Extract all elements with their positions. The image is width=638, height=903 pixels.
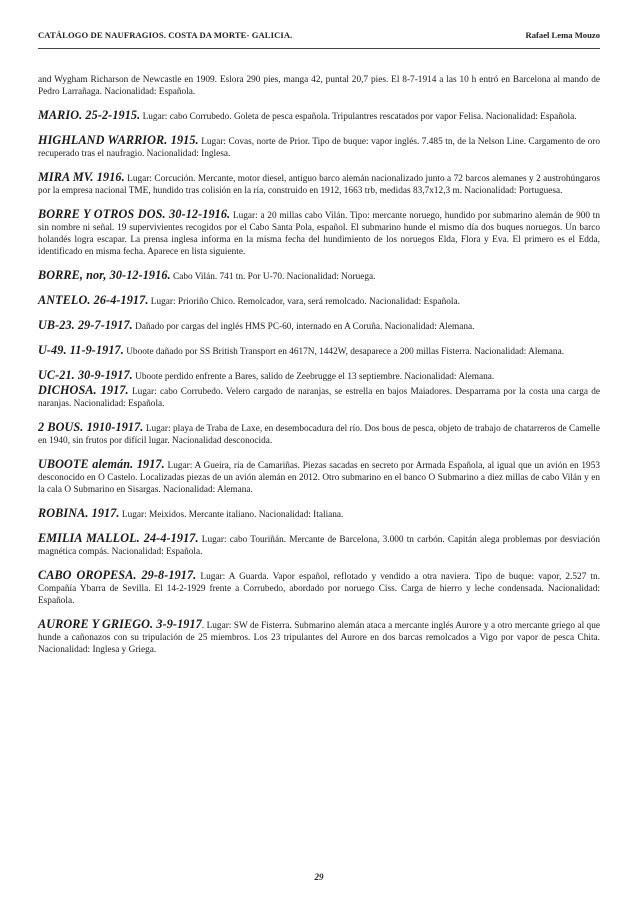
entry-text: Lugar: Meixidos. Mercante italiano. Nacionalidad: Italiana. <box>119 510 344 520</box>
entry-title: 2 BOUS. 1910-1917. <box>38 420 144 434</box>
entry-text: Dañado por cargas del inglés HMS PC-60, internado en A Coruña. Nacionalidad: Alemana. <box>132 322 475 332</box>
catalog-entry <box>38 344 600 358</box>
entry-text: Lugar: cabo Corrubedo. Goleta de pesca española. Tripulantres rescatados por vapor Felisa. Nacionalidad: Española. <box>140 112 577 122</box>
entry-title: AURORE Y GRIEGO. 3-9-1917 <box>38 617 202 631</box>
entry-title: ANTELO. 26-4-1917. <box>38 293 149 307</box>
catalog-entry <box>38 208 600 258</box>
entry-title: UB-23. 29-7-1917. <box>38 318 133 332</box>
entry-text: and Wygham Richarson de Newcastle en 1909. Eslora 290 pies, manga 42, puntal 20,7 pies. El 8-7-1914 a las 10 h entró en Barcelona al mando de Pedro Larrañaga. Nacionalidad: Española. <box>38 75 600 97</box>
catalog-entry <box>38 171 600 197</box>
entry-text: Lugar: playa de Traba de Laxe, en desembocadura del río. Dos bous de pesca, objeto de trabajo de chatarreros de Camelle en 1940, sin frutos por difícil lugar. Nacionalidad desconocida. <box>38 424 600 446</box>
entry-text: Uboote perdido enfrente a Bares, salido de Zeebrugge el 13 septiembre. Nacionalidad: Alemana. <box>132 372 495 382</box>
entry-title: EMILIA MALLOL. 24-4-1917. <box>38 531 199 545</box>
catalog-entry <box>38 74 600 98</box>
entry-text: Lugar: a 20 millas cabo Vilán. Tipo: mercante noruego, hundido por submarino alemán de 900 tn sin nombre ni señal. 19 supervivientes recogidos por el Cabo Santa Pola, español. El submarino hunde el mismo día dos buques noruegos. Un barco holandés logra escapar. La prensa inglesa informa en la misma fecha del hundimiento de los noruegos Elda, Flora y Eva. El primero es el Edda, identificado en misma fecha. Aparece en lista siguiente. <box>38 211 601 257</box>
header-title: CATÁLOGO DE NAUFRAGIOS. COSTA DA MORTE- GALICIA. <box>38 30 293 40</box>
entry-text: Cabo Vilán. 741 tn. Por U-70. Nacionalidad: Noruega. <box>170 272 376 282</box>
entry-text: Lugar: cabo Corrubedo. Velero cargado de naranjas, se estrella en bajos Maiadores. Desparrama por la costa una carga de naranjas. Nacionalidad: Española. <box>38 387 600 409</box>
catalog-entry <box>38 532 600 558</box>
catalog-entry <box>38 458 600 496</box>
catalog-entry <box>38 294 600 308</box>
entry-title: MARIO. 25-2-1915. <box>38 108 141 122</box>
entry-text: Lugar: A Gueira, ría de Camariñas. Piezas sacadas en secreto por Armada Española, al igual que un avión en 1953 desconocido en O Castelo. Localizadas piezas de un avión alemán en 2012. Otro submarino en el banco O Submarino a diez millas de cabo Vilán y en la cala O Submarino en Sisargas. Nacionalidad: Alemana. <box>38 461 600 495</box>
entry-title: UC-21. 30-9-1917. <box>38 368 133 382</box>
catalog-entries <box>38 74 600 667</box>
entry-text: . Lugar: SW de Fisterra. Submarino alemán ataca a mercante inglés Aurore y a otro mercante griego al que hunde a cañonazos con su tripulación de 25 miembros. Los 23 tripulantes del Aurore en dos barcas remolcados a Vigo por vapor de pesca Chita. Nacionalidad: Inglesa y Griega. <box>38 621 600 655</box>
entry-title: ROBINA. 1917. <box>38 506 120 520</box>
entry-title: HIGHLAND WARRIOR. 1915. <box>38 133 199 147</box>
entry-text: Lugar: Prioriño Chico. Remolcador, vara, será remolcado. Nacionalidad: Española. <box>148 297 460 307</box>
catalog-entry <box>38 319 600 333</box>
catalog-entry <box>38 421 600 447</box>
catalog-entry <box>38 109 600 123</box>
catalog-entry <box>38 134 600 160</box>
catalog-entry <box>38 507 600 521</box>
entry-text: Lugar: Covas, norte de Prior. Tipo de buque: vapor inglés. 7.485 tn, de la Nelson Line. Cargamento de oro recuperado tras el naufragio. Nacionalidad: Inglesa. <box>38 137 600 159</box>
catalog-entry <box>38 618 600 656</box>
catalog-entry <box>38 269 600 283</box>
entry-title: BORRE Y OTROS DOS. 30-12-1916. <box>38 207 231 221</box>
entry-title: MIRA MV. 1916. <box>38 170 125 184</box>
entry-text: Lugar: A Guarda. Vapor español, reflotado y vendido a otra naviera. Tipo de buque: vapor, 2.527 tn. Compañía Ybarra de Sevilla. El 14-2-1929 frente a Corrubedo, abordado por noruego Ciss. Carga de hierro y leche condensada. Nacionalidad: Española. <box>38 572 600 606</box>
catalog-entry <box>38 384 600 410</box>
header-author: Rafael Lema Mouzo <box>525 30 600 40</box>
entry-text: Lugar: Corcución. Mercante, motor diesel, antiguo barco alemán nacionalizado junto a 72 barcos alemanes y 2 austrohúngaros por la empresa nacional TME, hundido tras colisión en la ría, construido en 1912, 1663 trb, medidas 83,7x12,3 m. Nacionalidad: Portuguesa. <box>38 174 600 196</box>
catalog-entry <box>38 569 600 607</box>
entry-text: Uboote dañado por SS British Transport en 4617N, 1442W, desaparece a 200 millas Fisterra. Nacionalidad: Alemana. <box>123 347 565 357</box>
page-number: 29 <box>314 872 324 882</box>
entry-title: BORRE, nor, 30-12-1916. <box>38 268 171 282</box>
page-header <box>38 30 600 49</box>
entry-title: DICHOSA. 1917. <box>38 383 129 397</box>
entry-title: CABO OROPESA. 29-8-1917. <box>38 568 197 582</box>
entry-title: U-49. 11-9-1917. <box>38 343 124 357</box>
catalog-entry <box>38 369 600 383</box>
entry-text: Lugar: cabo Touriñán. Mercante de Barcelona, 3.000 tn carbón. Capitán alega problemas por desviación magnética compás. Nacionalidad: Española. <box>38 535 600 557</box>
entry-title: UBOOTE alemán. 1917. <box>38 457 165 471</box>
